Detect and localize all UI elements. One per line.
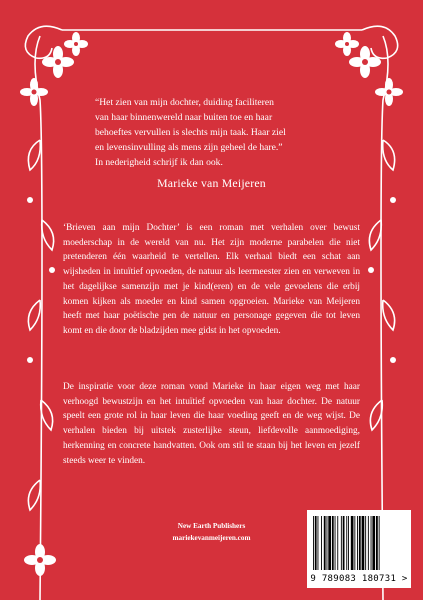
quote-line: van haar binnenwereld naar buiten toe en haar <box>95 112 273 123</box>
barcode-bar <box>346 516 347 570</box>
opening-quote <box>95 95 335 170</box>
barcode-bar <box>365 516 366 570</box>
author-name: Marieke van Meijeren <box>157 176 266 190</box>
barcode-bar <box>324 516 326 570</box>
barcode-bar <box>376 516 378 570</box>
barcode-bar <box>337 516 338 570</box>
quote-line: “Het zien van mijn dochter, duiding faciliteren <box>95 97 274 108</box>
barcode-bar <box>328 516 331 570</box>
quote-line: behoeftes vervullen is slechts mijn taak. Haar ziel <box>95 127 286 138</box>
barcode-bar <box>371 516 372 570</box>
barcode-bar <box>318 516 319 570</box>
barcode-icon <box>307 510 411 574</box>
barcode-bar <box>362 516 365 570</box>
quote-line: en levensinvulling als mens zijn geheel de hare.” <box>95 142 283 153</box>
barcode-bar <box>357 516 358 570</box>
barcode-bar <box>379 516 380 570</box>
barcode-bar <box>368 516 369 570</box>
barcode-bar <box>348 516 349 570</box>
barcode-bar <box>341 516 342 570</box>
quote-line: In nederigheid schrijf ik dan ook. <box>95 157 223 168</box>
isbn-barcode <box>307 510 411 588</box>
barcode-bar <box>321 516 322 570</box>
barcode-bar <box>327 516 328 570</box>
barcode-bar <box>315 516 317 570</box>
barcode-bar <box>313 516 314 570</box>
barcode-number: 9 789083 180731 > <box>310 574 408 584</box>
blurb-paragraph-1: ‘Brieven aan mijn Dochter’ is een roman met verhalen over bewust moederschap in de wereld van nu. Het zijn moderne parabelen die niet pretenderen één waarheid te vertellen. Elk verhaal biedt een schat aan wijsheden in intuïtief opvoeden, de natuur als leermeester zien en verweven in het dagelijkse samenzijn met je kind(eren) en de vele gevoelens die erbij komen kijken als moeder en kind samen opgroeien. Marieke van Meijeren heeft met haar poëtische pen de natuur en personage gegeven die tot leven komt en die door de bladzijden mee gidst in het opvoeden. <box>63 223 360 336</box>
barcode-bar <box>351 516 354 570</box>
publisher-name: New Earth Publishers <box>177 522 246 530</box>
barcode-bar <box>359 516 361 570</box>
barcode-bar <box>343 516 345 570</box>
publisher-website: mariekevanmeijeren.com <box>172 534 251 542</box>
barcode-bar <box>335 516 336 570</box>
barcode-bar <box>354 516 355 570</box>
blurb-paragraph-2: De inspiratie voor deze roman vond Marieke in haar eigen weg met haar verhoogd bewustzijn en het intuïtief opvoeden van haar dochter. De natuur speelt een grote rol in haar leven die haar voeding geeft en de weg wijst. De verhalen bieden bij uitstek zusterlijke steun, liefdevolle aanmoediging, herkenning en concrete handvatten. Ook om stil te staan bij het leven en jezelf steeds weer te vinden. <box>63 382 360 466</box>
barcode-bar <box>372 516 375 570</box>
barcode-bar <box>332 516 334 570</box>
